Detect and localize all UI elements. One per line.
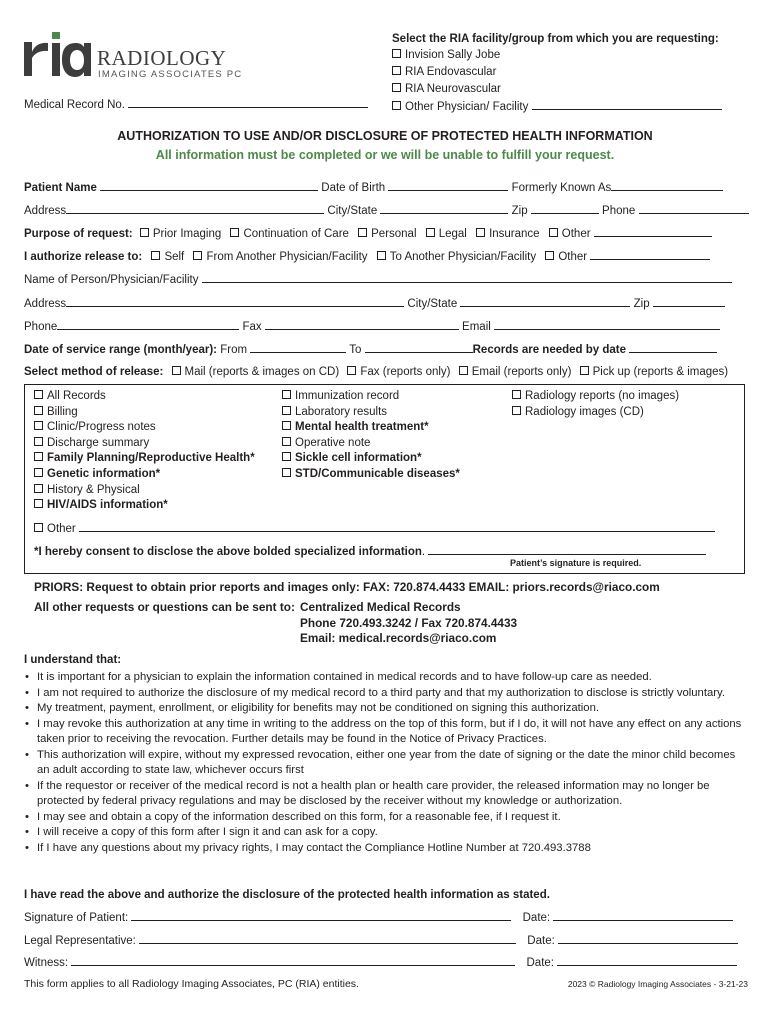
release-option-self[interactable] xyxy=(151,251,184,263)
option-label: To Another Physician/Facility xyxy=(389,251,537,263)
formerly-known-label: Formerly Known As xyxy=(511,182,612,194)
list-item: • I may see and obtain a copy of the information described on this form, for a reasonable fee, if I request it. xyxy=(24,810,749,826)
purpose-label: Purpose of request: xyxy=(24,228,133,240)
city-state-label: City/State xyxy=(327,205,378,217)
records-other-label: Other xyxy=(47,523,76,535)
recipient-contact-row xyxy=(24,319,720,333)
option-label: Pick up (reports & images) xyxy=(592,366,729,378)
patient-signature-row xyxy=(24,910,733,924)
dob-input[interactable] xyxy=(388,180,508,191)
facility-label: Other Physician/ Facility xyxy=(405,101,529,113)
checkbox[interactable] xyxy=(34,390,43,399)
purpose-option-legal[interactable] xyxy=(426,228,467,240)
recipient-city-input[interactable] xyxy=(460,296,630,307)
checkbox[interactable] xyxy=(34,452,43,461)
facility-option-endovascular[interactable] xyxy=(392,66,496,78)
checkbox[interactable] xyxy=(151,251,160,260)
other-facility-input[interactable] xyxy=(532,99,722,110)
checkbox[interactable] xyxy=(34,437,43,446)
record-option[interactable] xyxy=(282,436,460,452)
checkbox[interactable] xyxy=(392,49,401,58)
date-label: Date: xyxy=(526,957,554,969)
recipient-name-row xyxy=(24,272,732,286)
option-label: Self xyxy=(164,251,185,263)
option-label: Personal xyxy=(371,228,417,240)
legal-rep-row xyxy=(24,933,738,947)
facility-title: Select the RIA facility/group from which you are requesting: xyxy=(392,33,719,45)
recipient-address-input[interactable] xyxy=(66,296,404,307)
service-range-label: Date of service range (month/year): xyxy=(24,344,218,356)
recipient-email-input[interactable] xyxy=(494,319,720,330)
release-to-label: I authorize release to: xyxy=(24,251,143,263)
checkbox[interactable] xyxy=(282,437,291,446)
recipient-email-label: Email xyxy=(462,321,491,333)
date-label: Date: xyxy=(522,912,551,924)
list-item: • It is important for a physician to explain the information contained in medical records and to have follow-up care as needed. xyxy=(24,670,749,686)
record-label: Family Planning/Reproductive Health* xyxy=(47,452,255,465)
recipient-fax-label: Fax xyxy=(242,321,262,333)
record-label: Radiology images (CD) xyxy=(525,405,644,418)
record-label: STD/Communicable diseases* xyxy=(295,467,460,480)
checkbox[interactable] xyxy=(282,452,291,461)
checkbox[interactable] xyxy=(347,366,356,375)
record-label: Mental health treatment* xyxy=(295,421,429,434)
release-method-row xyxy=(24,366,728,378)
list-item: • I may revoke this authorization at any time in writing to the address on the top of this form, but if I do, it will not have any effect on any actions taken prior to receiving the revocation. Further details may be found in the Notice of Privacy Practices. xyxy=(24,717,749,748)
checkbox[interactable] xyxy=(377,251,386,260)
record-label: All Records xyxy=(47,390,106,402)
release-option-other[interactable] xyxy=(545,251,587,263)
record-option[interactable] xyxy=(34,436,255,452)
zip-label: Zip xyxy=(511,205,528,217)
method-option-email[interactable] xyxy=(459,366,572,378)
records-phone-fax: Phone 720.493.3242 / Fax 720.874.4433 xyxy=(300,615,518,630)
record-option[interactable] xyxy=(282,467,460,483)
logo-subtitle: IMAGING ASSOCIATES PC xyxy=(98,69,243,80)
record-option[interactable] xyxy=(34,420,255,436)
witness-row xyxy=(24,955,737,969)
release-option-to-facility[interactable] xyxy=(377,251,536,263)
option-label: Mail (reports & images on CD) xyxy=(184,366,340,378)
release-option-from-facility[interactable] xyxy=(193,251,367,263)
consent-row: *I hereby consent to disclose the above bolded specialized information. xyxy=(34,544,706,558)
record-label: Radiology reports (no images) xyxy=(525,390,680,402)
recipient-name-label: Name of Person/Physician/Facility xyxy=(24,274,199,286)
list-item: • I will receive a copy of this form after I sign it and can ask for a copy. xyxy=(24,825,749,841)
record-label: Clinic/Progress notes xyxy=(47,421,156,434)
facility-option-sally-jobe[interactable] xyxy=(392,49,500,61)
dob-label: Date of Birth xyxy=(321,182,386,194)
service-to-input[interactable] xyxy=(365,342,473,353)
address-label: Address xyxy=(24,205,67,217)
witness-input[interactable] xyxy=(71,955,515,966)
footer-copyright: 2023 © Radiology Imaging Associates - 3-21-23 xyxy=(567,979,748,989)
record-option[interactable] xyxy=(282,420,460,436)
list-item: • If the requestor or receiver of the medical record is not a health plan or health care provider, the released information may no longer be protected by federal privacy regulations and may be disclosed by the receiver without my knowledge or authorization. xyxy=(24,779,749,810)
checkbox[interactable] xyxy=(426,228,435,237)
legal-rep-label: Legal Representative: xyxy=(24,935,136,947)
checkbox[interactable] xyxy=(34,484,43,493)
form-subtitle: All information must be completed or we will be unable to fulfill your request. xyxy=(155,148,615,162)
priors-contact: PRIORS: Request to obtain prior reports and images only: FAX: 720.874.4433 EMAIL: priors.records@riaco.com xyxy=(34,580,660,594)
purpose-option-personal[interactable] xyxy=(358,228,416,240)
checkbox[interactable] xyxy=(282,406,291,415)
checkbox[interactable] xyxy=(282,421,291,430)
logo-word: RADIOLOGY xyxy=(97,46,227,70)
checkbox[interactable] xyxy=(230,228,239,237)
list-item: • This authorization will expire, without my expressed revocation, either one year from the date of signing or the date the minor child becomes an adult according to state law, whichever occurs first xyxy=(24,748,749,779)
checkbox[interactable] xyxy=(459,366,468,375)
record-label: Billing xyxy=(47,405,78,418)
phone-label: Phone xyxy=(602,205,636,217)
recipient-name-input[interactable] xyxy=(202,272,732,283)
records-email: Email: medical.records@riaco.com xyxy=(300,631,497,645)
patient-signature-input[interactable] xyxy=(131,910,511,921)
record-option[interactable] xyxy=(34,483,255,499)
purpose-option-other[interactable] xyxy=(549,228,591,240)
checkbox[interactable] xyxy=(34,406,43,415)
release-other-input[interactable] xyxy=(590,249,710,260)
record-option[interactable] xyxy=(34,405,255,421)
phone-input[interactable] xyxy=(639,203,749,214)
patient-name-label: Patient Name xyxy=(24,182,97,194)
legal-rep-input[interactable] xyxy=(139,933,516,944)
record-label: Immunization record xyxy=(295,390,400,402)
patient-signature-label: Signature of Patient: xyxy=(24,912,129,924)
recipient-phone-label: Phone xyxy=(24,321,58,333)
facility-label: RIA Endovascular xyxy=(405,66,497,78)
option-label: Legal xyxy=(438,228,467,240)
footer-note: This form applies to all Radiology Imaging Associates, PC (RIA) entities. xyxy=(24,978,359,990)
record-label: Discharge summary xyxy=(47,436,150,449)
purpose-option-continuation[interactable] xyxy=(230,228,348,240)
city-state-input[interactable] xyxy=(380,203,508,214)
facility-label: RIA Neurovascular xyxy=(405,83,501,95)
checkbox[interactable] xyxy=(580,366,589,375)
understand-list xyxy=(24,670,749,856)
records-needed-input[interactable] xyxy=(629,342,717,353)
other-requests-label: All other requests or questions can be sent to: xyxy=(34,600,295,614)
checkbox[interactable] xyxy=(358,228,367,237)
patient-name-row xyxy=(24,180,723,194)
purpose-option-prior-imaging[interactable] xyxy=(140,228,221,240)
method-option-fax[interactable] xyxy=(347,366,450,378)
records-needed-label: Records are needed by date xyxy=(472,344,627,356)
consent-signature-input[interactable] xyxy=(428,544,706,555)
consent-text: *I hereby consent to disclose the above bolded specialized information xyxy=(34,546,422,558)
list-item: • If I have any questions about my privacy rights, I may contact the Compliance Hotline Number at 720.493.3788 xyxy=(24,841,749,857)
method-option-mail[interactable] xyxy=(172,366,340,378)
list-item: • I am not required to authorize the disclosure of my medical record to a third party and that my authorization to disclose is strictly voluntary. xyxy=(24,686,749,702)
option-label: Other xyxy=(561,228,591,240)
checkbox[interactable] xyxy=(545,251,554,260)
record-label: Operative note xyxy=(295,436,371,449)
understand-heading: I understand that: xyxy=(24,654,122,666)
release-method-label: Select method of release: xyxy=(24,366,164,378)
witness-label: Witness: xyxy=(24,957,69,969)
checkbox[interactable] xyxy=(34,468,43,477)
recipient-fax-input[interactable] xyxy=(265,319,459,330)
formerly-known-input[interactable] xyxy=(611,180,723,191)
option-label: Insurance xyxy=(489,228,540,240)
purpose-option-insurance[interactable] xyxy=(476,228,540,240)
checkbox[interactable] xyxy=(549,228,558,237)
recipient-address-row xyxy=(24,296,725,310)
record-label: History & Physical xyxy=(47,483,140,496)
records-other-input[interactable] xyxy=(79,521,715,532)
list-item: • My treatment, payment, enrollment, or eligibility for benefits may not be conditioned on signing this authorization. xyxy=(24,701,749,717)
option-label: Email (reports only) xyxy=(471,366,572,378)
record-option[interactable] xyxy=(282,451,460,467)
option-label: From Another Physician/Facility xyxy=(206,251,368,263)
form-title: AUTHORIZATION TO USE AND/OR DISCLOSURE OF PROTECTED HEALTH INFORMATION xyxy=(117,129,653,143)
record-option[interactable] xyxy=(34,467,255,483)
release-to-row xyxy=(24,249,710,263)
checkbox[interactable] xyxy=(34,421,43,430)
medical-record-label: Medical Record No. xyxy=(24,99,125,111)
recipient-phone-input[interactable] xyxy=(57,319,239,330)
option-label: Continuation of Care xyxy=(243,228,349,240)
patient-date-input[interactable] xyxy=(553,910,733,921)
checkbox[interactable] xyxy=(34,523,43,532)
option-label: Fax (reports only) xyxy=(360,366,451,378)
checkbox[interactable] xyxy=(172,366,181,375)
signature-required-note: Patient’s signature is required. xyxy=(510,558,642,568)
service-from-input[interactable] xyxy=(250,342,346,353)
facility-label: Invision Sally Jobe xyxy=(405,49,501,61)
checkbox[interactable] xyxy=(392,83,401,92)
method-option-pickup[interactable] xyxy=(580,366,729,378)
recipient-address-label: Address xyxy=(24,298,67,310)
ria-logo-mark xyxy=(22,30,92,78)
records-dept: Centralized Medical Records xyxy=(300,600,461,614)
records-contact-block xyxy=(300,600,517,647)
records-column-3 xyxy=(512,389,679,420)
purpose-row xyxy=(24,226,712,240)
service-from-label: From xyxy=(220,344,248,356)
authorization-statement: I have read the above and authorize the disclosure of the protected health information as stated. xyxy=(24,889,550,901)
recipient-zip-label: Zip xyxy=(633,298,650,310)
address-input[interactable] xyxy=(66,203,324,214)
option-label: Other xyxy=(558,251,588,263)
legal-rep-date-input[interactable] xyxy=(558,933,738,944)
record-option[interactable] xyxy=(282,389,460,405)
record-option[interactable] xyxy=(34,498,255,514)
facility-option-neurovascular[interactable] xyxy=(392,83,501,95)
record-option[interactable] xyxy=(512,389,679,405)
medical-record-input[interactable] xyxy=(128,97,368,108)
recipient-zip-input[interactable] xyxy=(653,296,725,307)
service-range-row xyxy=(24,342,717,356)
checkbox[interactable] xyxy=(34,499,43,508)
record-label: Sickle cell information* xyxy=(295,452,422,465)
record-option[interactable] xyxy=(34,389,255,405)
record-option[interactable] xyxy=(512,405,679,421)
record-label: HIV/AIDS information* xyxy=(47,499,168,512)
checkbox[interactable] xyxy=(282,390,291,399)
record-label: Laboratory results xyxy=(295,405,388,418)
medical-record-field xyxy=(24,97,368,111)
records-column-1 xyxy=(34,389,255,514)
record-option[interactable] xyxy=(282,405,460,421)
purpose-other-input[interactable] xyxy=(594,226,712,237)
service-to-label: To xyxy=(349,344,362,356)
checkbox[interactable] xyxy=(512,390,521,399)
checkbox[interactable] xyxy=(282,468,291,477)
witness-date-input[interactable] xyxy=(557,955,737,966)
checkbox[interactable] xyxy=(512,406,521,415)
recipient-city-label: City/State xyxy=(407,298,458,310)
option-label: Prior Imaging xyxy=(152,228,222,240)
patient-name-input[interactable] xyxy=(100,180,318,191)
facility-option-other[interactable] xyxy=(392,99,722,113)
records-other-row xyxy=(34,521,715,535)
record-label: Genetic information* xyxy=(47,467,161,480)
checkbox[interactable] xyxy=(193,251,202,260)
records-column-2 xyxy=(282,389,460,483)
zip-input[interactable] xyxy=(531,203,599,214)
checkbox[interactable] xyxy=(476,228,485,237)
date-label: Date: xyxy=(527,935,555,947)
checkbox[interactable] xyxy=(392,101,401,110)
patient-address-row xyxy=(24,203,749,217)
record-option[interactable] xyxy=(34,451,255,467)
checkbox[interactable] xyxy=(140,228,149,237)
checkbox[interactable] xyxy=(392,66,401,75)
